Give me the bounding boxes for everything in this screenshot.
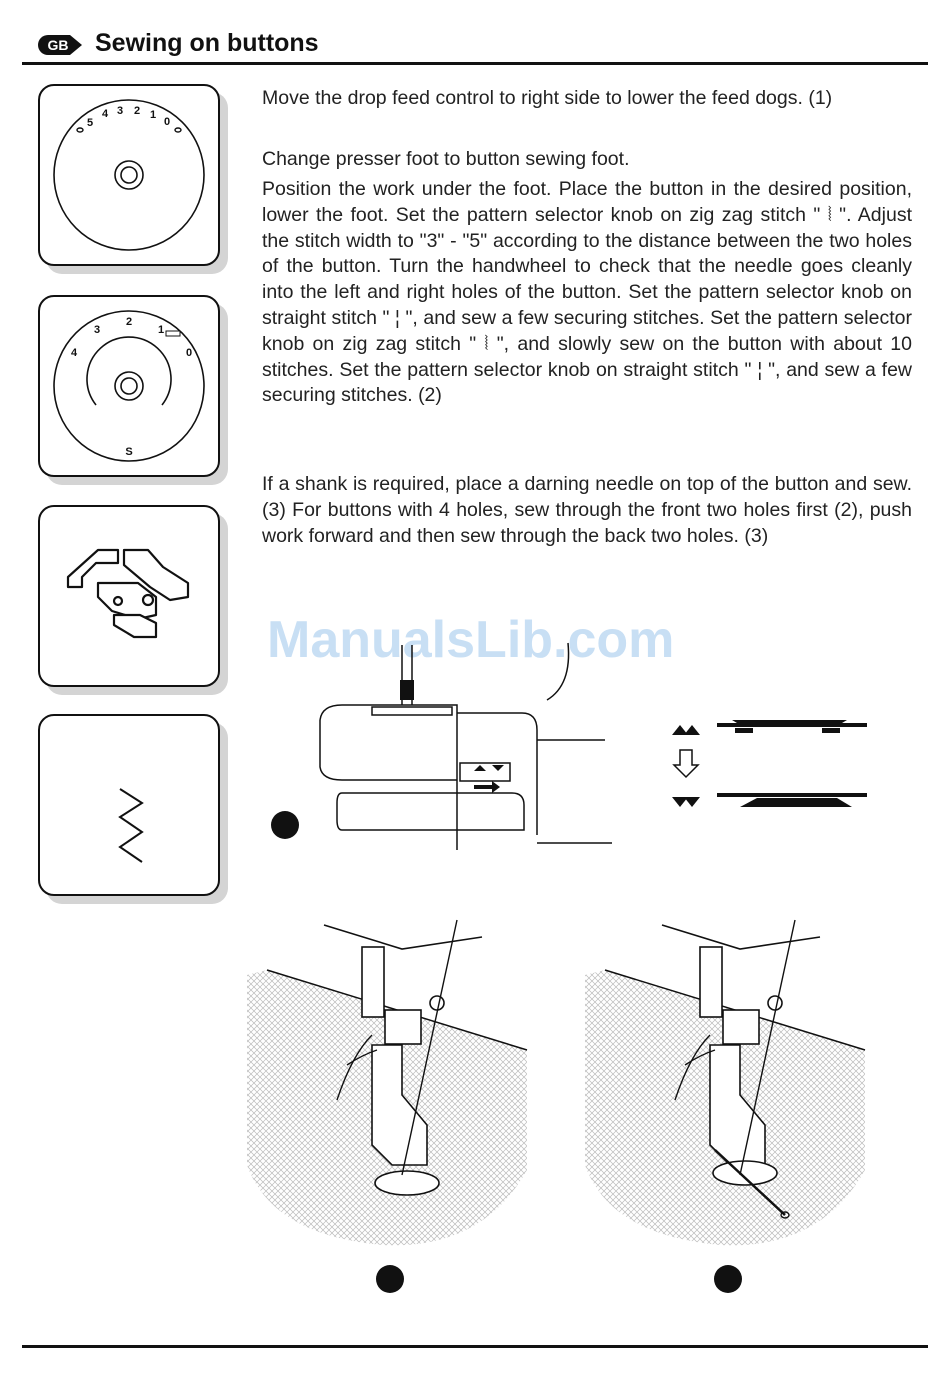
figure-2-marker bbox=[376, 1265, 404, 1293]
instruction-paragraph-3: Position the work under the foot. Place the button in the desired position, lower the foot. Set the pattern selector knob on zig zag stitch " ⦚ ". Adjust the stitch width to "3" - "5" according to the distance between the two holes of the button. Turn the handwheel to check that the needle goes cleanly into the left and right holes of the button. Set the pattern selector knob on straight stitch " ¦ ", and sew a few securing stitches. Set the pattern selector knob on zig zag stitch " ⦚ ", and slowly sew on the button with about 10 stitches. Set the pattern selector knob on straight stitch " ¦ ", and sew a few securing stitches. (2) bbox=[262, 178, 912, 407]
stitch-length-dial-icon bbox=[38, 295, 220, 477]
stitch-length-dial-panel bbox=[38, 295, 220, 477]
svg-text:1: 1 bbox=[149, 109, 157, 121]
svg-text:4: 4 bbox=[101, 108, 109, 120]
svg-text:0: 0 bbox=[163, 116, 171, 128]
page-header bbox=[22, 28, 928, 62]
svg-text:2: 2 bbox=[133, 105, 141, 117]
page-title: Sewing on buttons bbox=[95, 29, 319, 57]
svg-text:4: 4 bbox=[70, 347, 78, 359]
footer-divider bbox=[22, 1345, 928, 1348]
feed-dial-icon bbox=[38, 84, 220, 266]
button-sewing-illustration-2 bbox=[242, 915, 542, 1260]
button-foot-panel bbox=[38, 505, 220, 687]
zigzag-stitch-panel bbox=[38, 714, 220, 896]
drop-feed-illustration bbox=[262, 625, 922, 850]
zigzag-stitch-icon bbox=[38, 714, 220, 896]
svg-text:3: 3 bbox=[93, 324, 101, 336]
svg-text:S: S bbox=[125, 446, 133, 458]
svg-text:1: 1 bbox=[157, 324, 165, 336]
svg-text:0: 0 bbox=[185, 347, 193, 359]
svg-text:2: 2 bbox=[125, 316, 133, 328]
header-divider bbox=[22, 62, 928, 65]
instruction-paragraph-4: If a shank is required, place a darning needle on top of the button and sew. (3) For buttons with 4 holes, sew through the front two holes first (2), push work forward and then sew through the back two holes. (3) bbox=[262, 473, 912, 547]
button-sewing-illustration-3 bbox=[580, 915, 890, 1260]
figure-1-marker bbox=[271, 811, 299, 839]
drop-feed-dial-panel bbox=[38, 84, 220, 266]
button-sewing-foot-icon bbox=[38, 505, 220, 687]
svg-text:GB: GB bbox=[47, 37, 69, 53]
language-badge bbox=[38, 34, 80, 54]
instruction-paragraph-1: Move the drop feed control to right side to lower the feed dogs. (1) bbox=[262, 87, 833, 109]
instruction-paragraph-2: Change presser foot to button sewing foot. bbox=[262, 148, 630, 170]
svg-text:5: 5 bbox=[86, 117, 94, 129]
svg-text:3: 3 bbox=[116, 105, 124, 117]
figure-3-marker bbox=[714, 1265, 742, 1293]
watermark: ManualsLib.com bbox=[267, 611, 675, 669]
